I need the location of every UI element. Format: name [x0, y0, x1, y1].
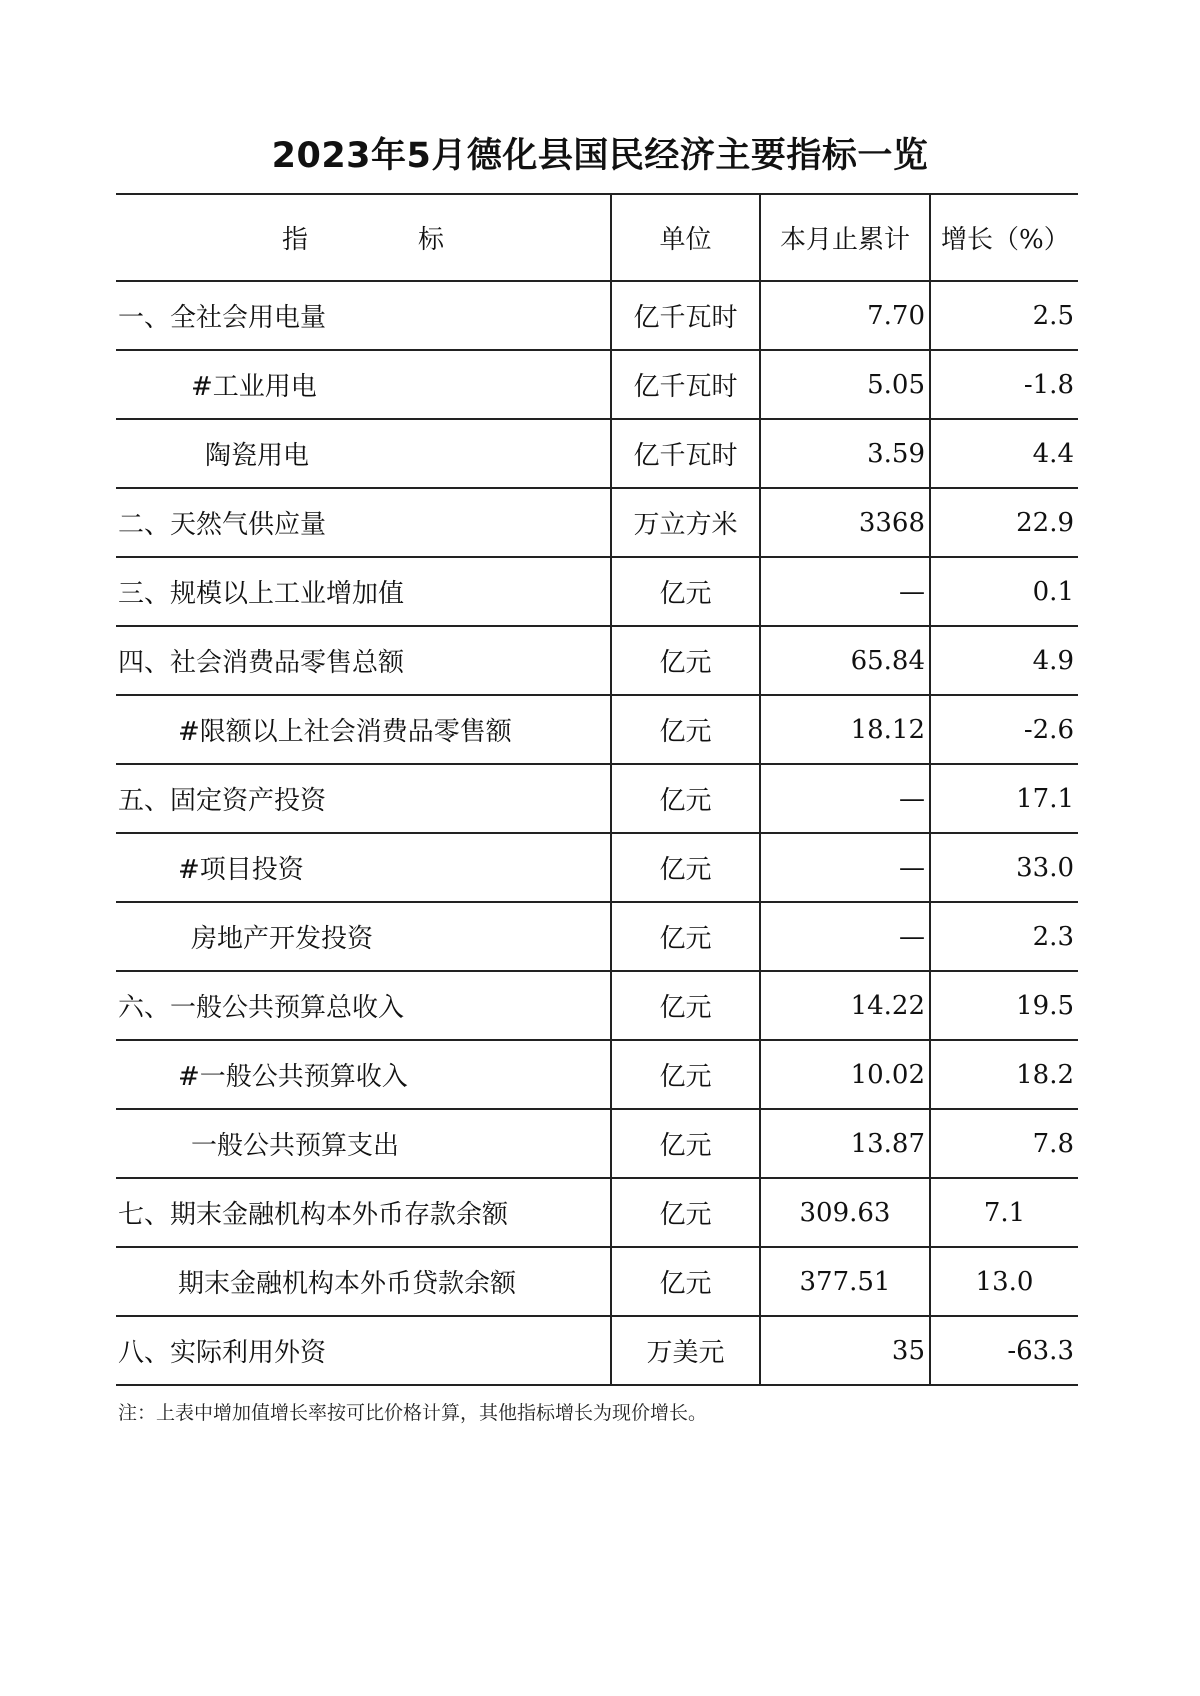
growth-cell: 4.9	[930, 626, 1078, 695]
cumulative-cell: 3368	[760, 488, 930, 557]
cumulative-cell: —	[760, 557, 930, 626]
table-row	[116, 1316, 1078, 1385]
indicator-cell: 六、一般公共预算总收入	[116, 971, 611, 1040]
indicator-cell: #工业用电	[116, 350, 611, 419]
growth-cell: 2.3	[930, 902, 1078, 971]
growth-cell: 7.8	[930, 1109, 1078, 1178]
unit-cell: 亿元	[611, 764, 760, 833]
header-cumulative: 本月止累计	[760, 194, 930, 281]
unit-cell: 亿元	[611, 902, 760, 971]
table-header-row	[116, 194, 1078, 281]
cumulative-cell: —	[760, 764, 930, 833]
indicator-cell: 期末金融机构本外币贷款余额	[116, 1247, 611, 1316]
unit-cell: 亿元	[611, 626, 760, 695]
unit-cell: 亿千瓦时	[611, 350, 760, 419]
table-row	[116, 695, 1078, 764]
header-indicator-char-1: 指	[281, 225, 308, 255]
cumulative-cell: 35	[760, 1316, 930, 1385]
growth-cell: -1.8	[930, 350, 1078, 419]
header-indicator	[116, 194, 611, 281]
header-growth: 增长（%）	[930, 194, 1078, 281]
cumulative-cell: 18.12	[760, 695, 930, 764]
unit-cell: 亿元	[611, 1247, 760, 1316]
growth-cell: 13.0	[930, 1247, 1078, 1316]
growth-cell: 22.9	[930, 488, 1078, 557]
indicator-cell: 五、固定资产投资	[116, 764, 611, 833]
table-row	[116, 1109, 1078, 1178]
unit-cell: 万美元	[611, 1316, 760, 1385]
indicator-cell: 四、社会消费品零售总额	[116, 626, 611, 695]
cumulative-cell: 3.59	[760, 419, 930, 488]
growth-cell: -2.6	[930, 695, 1078, 764]
page-title: 2023年5月德化县国民经济主要指标一览	[271, 136, 929, 176]
table-row	[116, 902, 1078, 971]
cumulative-cell: 5.05	[760, 350, 930, 419]
unit-cell: 亿千瓦时	[611, 419, 760, 488]
table-row	[116, 626, 1078, 695]
indicator-cell: 三、规模以上工业增加值	[116, 557, 611, 626]
unit-cell: 亿元	[611, 1040, 760, 1109]
table-row	[116, 281, 1078, 350]
table-row	[116, 1178, 1078, 1247]
cumulative-cell: 377.51	[760, 1247, 930, 1316]
cumulative-cell: 309.63	[760, 1178, 930, 1247]
growth-cell: 7.1	[930, 1178, 1078, 1247]
indicator-cell: #限额以上社会消费品零售额	[116, 695, 611, 764]
growth-cell: 33.0	[930, 833, 1078, 902]
indicators-table	[116, 193, 1078, 1386]
table-row	[116, 833, 1078, 902]
unit-cell: 亿元	[611, 695, 760, 764]
table-row	[116, 488, 1078, 557]
table-row	[116, 971, 1078, 1040]
unit-cell: 亿千瓦时	[611, 281, 760, 350]
header-unit: 单位	[611, 194, 760, 281]
growth-cell: 2.5	[930, 281, 1078, 350]
indicator-cell: 房地产开发投资	[116, 902, 611, 971]
cumulative-cell: 14.22	[760, 971, 930, 1040]
indicator-cell: #一般公共预算收入	[116, 1040, 611, 1109]
indicator-cell: 陶瓷用电	[116, 419, 611, 488]
cumulative-cell: 7.70	[760, 281, 930, 350]
unit-cell: 万立方米	[611, 488, 760, 557]
table-row	[116, 764, 1078, 833]
table-row	[116, 419, 1078, 488]
cumulative-cell: 65.84	[760, 626, 930, 695]
unit-cell: 亿元	[611, 1109, 760, 1178]
indicator-cell: 八、实际利用外资	[116, 1316, 611, 1385]
cumulative-cell: 13.87	[760, 1109, 930, 1178]
growth-cell: 19.5	[930, 971, 1078, 1040]
table-row	[116, 1040, 1078, 1109]
growth-cell: 4.4	[930, 419, 1078, 488]
growth-cell: 18.2	[930, 1040, 1078, 1109]
cumulative-cell: 10.02	[760, 1040, 930, 1109]
table-row	[116, 1247, 1078, 1316]
cumulative-cell: —	[760, 833, 930, 902]
footnote: 注：上表中增加值增长率按可比价格计算，其他指标增长为现价增长。	[118, 1402, 708, 1424]
table-row	[116, 557, 1078, 626]
indicator-cell: 一、全社会用电量	[116, 281, 611, 350]
cumulative-cell: —	[760, 902, 930, 971]
header-indicator-char-2: 标	[418, 225, 445, 255]
indicator-cell: 七、期末金融机构本外币存款余额	[116, 1178, 611, 1247]
table-row	[116, 350, 1078, 419]
indicator-cell: #项目投资	[116, 833, 611, 902]
growth-cell: -63.3	[930, 1316, 1078, 1385]
unit-cell: 亿元	[611, 1178, 760, 1247]
growth-cell: 17.1	[930, 764, 1078, 833]
growth-cell: 0.1	[930, 557, 1078, 626]
unit-cell: 亿元	[611, 557, 760, 626]
unit-cell: 亿元	[611, 971, 760, 1040]
indicator-cell: 二、天然气供应量	[116, 488, 611, 557]
unit-cell: 亿元	[611, 833, 760, 902]
indicator-cell: 一般公共预算支出	[116, 1109, 611, 1178]
